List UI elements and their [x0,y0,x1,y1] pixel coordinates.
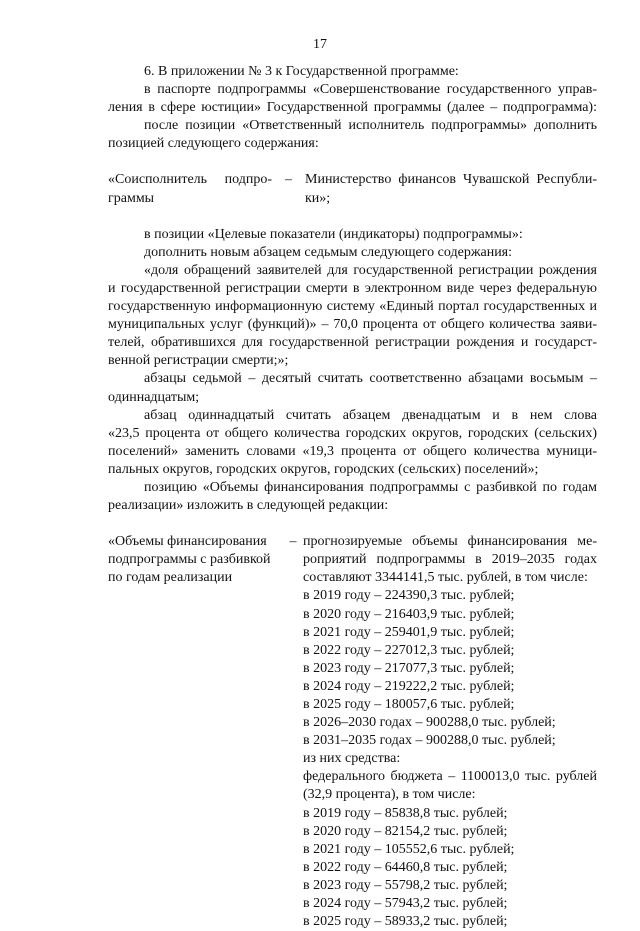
paragraph-line: венной регистрации смерти;»; [108,353,289,369]
position-label-line: граммы [108,190,155,206]
paragraph-passport-line-1: в паспорте подпрограммы «Совершенствование государственного управ- [144,82,597,98]
financing-line: в 2023 году – 217077,3 тыс. рублей; [303,660,515,676]
paragraph-line: муниципальных услуг (функций)» – 70,0 процента от общего количества заяви- [108,317,597,333]
paragraph-line: телей, обратившихся для государственной регистрации рождения и государст- [108,335,597,351]
position-dash: – [289,534,297,550]
spacer [108,153,597,171]
financing-line: федерального бюджета – 1100013,0 тыс. рублей [303,769,597,785]
paragraph-passport-line-2: ления в сфере юстиции» Государственной программы (далее – подпрограмма): [108,100,597,116]
financing-line: в 2026–2030 годах – 900288,0 тыс. рублей; [303,715,556,731]
financing-line: в 2031–2035 годах – 900288,0 тыс. рублей; [303,733,556,749]
position-co-executor-value [305,171,597,207]
financing-line: в 2020 году – 216403,9 тыс. рублей; [303,606,515,622]
position-co-executor [108,171,597,207]
financing-line: в 2021 году – 259401,9 тыс. рублей; [303,624,515,640]
page-number: 17 [313,37,327,52]
paragraph-line: в позиции «Целевые показатели (индикаторы) подпрограммы»: [144,226,523,242]
position-financing [108,533,597,931]
position-value-line: Министерство финансов Чувашской Республи- [305,172,597,188]
financing-line: в 2019 году – 85838,8 тыс. рублей; [303,805,508,821]
position-financing-label [108,533,283,587]
paragraph-after-position-line-2: позицией следующего содержания: [108,136,319,152]
financing-line: в 2022 году – 64460,8 тыс. рублей; [303,859,508,875]
position-value-line: ки»; [305,190,331,206]
financing-line: в 2022 году – 227012,3 тыс. рублей; [303,642,515,658]
paragraph-line: «23,5 процента от общего количества городских округов, городских (сельских) [108,425,597,441]
financing-line: в 2019 году – 224390,3 тыс. рублей; [303,588,515,604]
position-co-executor-label [108,171,272,207]
financing-line: в 2024 году – 57943,2 тыс. рублей; [303,896,508,912]
paragraph-line: поселений» заменить словами «19,3 процента от общего количества муници- [108,443,597,459]
paragraph-item-6: 6. В приложении № 3 к Государственной программе: [144,64,459,79]
paragraph-line: и государственной регистрации смерти в электронном виде через федеральную [108,280,597,296]
financing-line: в 2025 году – 180057,6 тыс. рублей; [303,697,515,712]
paragraph-line: «доля обращений заявителей для государственной регистрации рождения [144,262,597,278]
financing-line: в 2020 году – 82154,2 тыс. рублей; [303,823,508,839]
paragraph-after-position-line-1: после позиции «Ответственный исполнитель подпрограммы» дополнить [144,118,597,134]
position-financing-value [303,533,597,931]
financing-line: в 2024 году – 219222,2 тыс. рублей; [303,678,515,694]
financing-line: в 2023 году – 55798,2 тыс. рублей; [303,877,508,893]
paragraph-line: одиннадцатым; [108,389,200,405]
paragraph-line: дополнить новым абзацем седьмым следующего содержания: [144,244,513,260]
spacer [108,208,597,226]
document-body [108,63,597,931]
position-label-line: «Соисполнитель подпро- [108,172,272,188]
position-label-line: «Объемы финансирования [108,534,267,550]
position-label-line: по годам реализации [108,570,233,586]
financing-line: составляют 3344141,5 тыс. рублей, в том числе: [303,570,588,586]
paragraph-line: пальных округов, городских округов, городских (сельских) поселений»; [108,461,539,477]
paragraph-line: позицию «Объемы финансирования подпрограммы с разбивкой по годам [144,479,597,495]
financing-line: в 2021 году – 105552,6 тыс. рублей; [303,841,515,857]
paragraph-line: абзацы седьмой – десятый считать соответственно абзацами восьмым – [144,371,597,387]
paragraph-line: абзац одиннадцатый считать абзацем двенадцатым и в нем слова [144,407,597,423]
financing-line: прогнозируемые объемы финансирования ме- [303,534,597,550]
position-label-line: подпрограммы с разбивкой [108,552,271,568]
financing-line: роприятий подпрограммы в 2019–2035 годах [303,552,597,568]
financing-line: (32,9 процента), в том числе: [303,787,476,803]
paragraph-line: реализации» изложить в следующей редакции: [108,498,389,514]
paragraph-line: государственную информационную систему «Единый портал государственных и [108,299,597,315]
financing-line: из них средства: [303,751,401,767]
spacer [108,515,597,533]
position-dash: – [285,172,292,188]
financing-line: в 2025 году – 58933,2 тыс. рублей; [303,914,508,930]
